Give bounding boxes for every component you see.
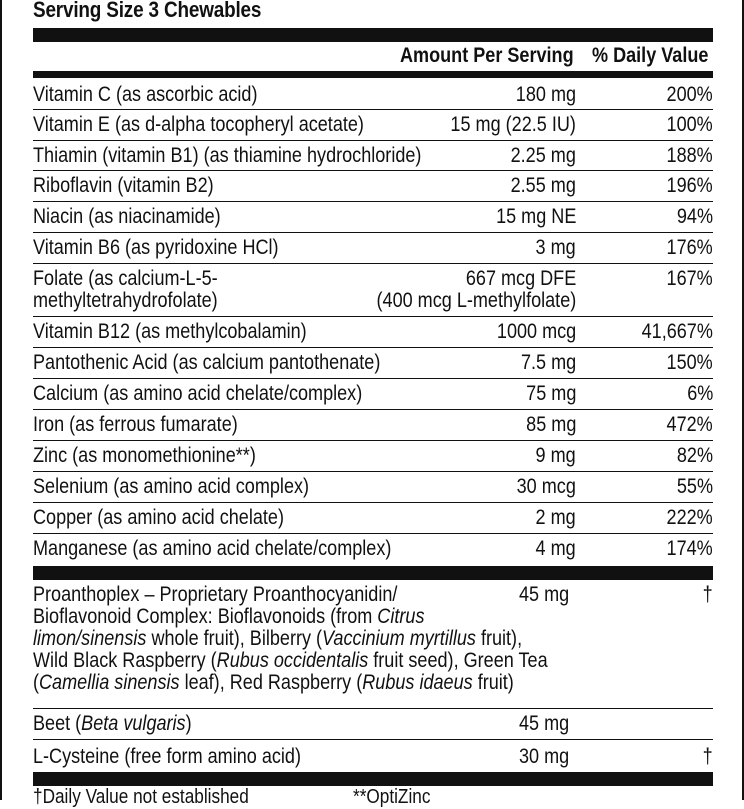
vitamins-end-thick-bar — [33, 566, 713, 580]
nutrient-dv: 82% — [676, 444, 713, 467]
serving-size: Serving Size 3 Chewables — [33, 0, 262, 22]
nutrient-name: Selenium (as amino acid complex) — [33, 475, 310, 498]
ingredient-amount: 45 mg — [519, 712, 570, 735]
nutrient-dv: 150% — [666, 351, 713, 374]
header-daily-value: % Daily Value — [592, 44, 709, 67]
ingredient-amount: 30 mg — [519, 745, 570, 768]
nutrient-name-line: methyltetrahydrofolate) — [33, 289, 218, 312]
row-divider — [33, 708, 713, 709]
text-segment: Wild Black Raspberry ( — [33, 649, 217, 672]
nutrient-dv: 200% — [666, 83, 713, 106]
latin-name: Rubus idaeus — [362, 671, 473, 694]
nutrient-name: Vitamin B12 (as methylcobalamin) — [33, 320, 307, 343]
nutrient-dv: 174% — [666, 537, 713, 560]
ingredient-line — [33, 672, 548, 694]
text-segment: fruit) — [472, 671, 514, 694]
nutrient-amount: 2.55 mg — [510, 174, 576, 197]
row-divider — [33, 378, 713, 379]
nutrient-amount: 7.5 mg — [520, 351, 576, 374]
nutrient-amount: 4 mg — [535, 537, 576, 560]
nutrient-name: Manganese (as amino acid chelate/complex) — [33, 537, 392, 560]
nutrient-amount-line: 667 mcg DFE — [465, 267, 576, 290]
ingredient-amount: 45 mg — [519, 583, 570, 606]
row-divider — [33, 739, 713, 740]
nutrient-name: Calcium (as amino acid chelate/complex) — [33, 382, 363, 405]
row-divider — [33, 502, 713, 503]
nutrient-dv: 94% — [676, 205, 713, 228]
nutrient-name-line: Folate (as calcium-L-5- — [33, 267, 218, 290]
row-divider — [33, 232, 713, 233]
row-divider — [33, 347, 713, 348]
nutrient-amount-line: (400 mcg L-methylfolate) — [376, 289, 576, 312]
footnote-optizinc: **OptiZinc — [353, 786, 431, 808]
nutrient-dv: 41,667% — [641, 320, 713, 343]
ingredient-name: L-Cysteine (free form amino acid) — [33, 745, 301, 768]
nutrient-name: Pantothenic Acid (as calcium pantothenate) — [33, 351, 381, 374]
row-divider — [33, 316, 713, 317]
latin-name: Beta vulgaris — [81, 712, 186, 735]
nutrient-name: Niacin (as niacinamide) — [33, 205, 221, 228]
nutrient-dv: 176% — [666, 236, 713, 259]
latin-name: Vaccinium myrtillus — [322, 627, 476, 650]
top-thick-bar — [33, 28, 713, 42]
nutrient-name: Thiamin (vitamin B1) (as thiamine hydrochloride) — [33, 144, 422, 167]
nutrient-dv: 472% — [666, 413, 713, 436]
nutrient-amount: 2.25 mg — [510, 144, 576, 167]
nutrient-name: Copper (as amino acid chelate) — [33, 506, 284, 529]
row-divider — [33, 201, 713, 202]
text-segment: leaf), Red Raspberry ( — [179, 671, 363, 694]
nutrient-amount: 15 mg (22.5 IU) — [450, 113, 576, 136]
ingredient-name — [33, 584, 548, 694]
header-amount-per-serving: Amount Per Serving — [400, 44, 574, 67]
nutrient-amount: 2 mg — [535, 506, 576, 529]
header-thick-bar — [33, 71, 713, 78]
panel-left-border — [0, 0, 2, 800]
row-divider — [33, 109, 713, 110]
nutrient-name: Iron (as ferrous fumarate) — [33, 413, 238, 436]
nutrient-amount: 15 mg NE — [495, 205, 576, 228]
row-divider — [33, 533, 713, 534]
nutrient-dv: 196% — [666, 174, 713, 197]
row-divider — [33, 263, 713, 264]
nutrient-name — [33, 268, 218, 312]
row-divider — [33, 471, 713, 472]
text-segment: Beet ( — [33, 712, 82, 735]
text-segment: whole fruit), Bilberry ( — [146, 627, 323, 650]
nutrient-name: Riboflavin (vitamin B2) — [33, 174, 214, 197]
nutrient-dv: 100% — [666, 113, 713, 136]
row-divider — [33, 409, 713, 410]
nutrient-dv: 222% — [666, 506, 713, 529]
text-segment: fruit seed), Green Tea — [368, 649, 548, 672]
nutrient-name: Vitamin B6 (as pyridoxine HCl) — [33, 236, 279, 259]
nutrient-dv: 188% — [666, 144, 713, 167]
ingredient-name — [33, 713, 192, 735]
latin-name: Rubus occidentalis — [216, 649, 369, 672]
ingredient-dv: † — [702, 583, 713, 606]
ingredient-line — [33, 606, 548, 628]
ingredient-line — [33, 584, 548, 606]
nutrient-amount — [376, 268, 576, 312]
ingredient-line — [33, 628, 548, 650]
ingredient-dv: † — [702, 745, 713, 768]
text-segment: fruit), — [475, 627, 523, 650]
nutrient-name: Zinc (as monomethionine**) — [33, 444, 256, 467]
nutrient-amount: 9 mg — [535, 444, 576, 467]
row-divider — [33, 140, 713, 141]
footnote-daily-value: †Daily Value not established — [33, 786, 249, 808]
latin-name: limon/sinensis — [33, 627, 147, 650]
latin-name: Citrus — [377, 605, 425, 628]
text-segment: Proanthoplex – Proprietary Proanthocyanidin/ — [33, 583, 398, 606]
nutrient-amount: 180 mg — [515, 83, 576, 106]
nutrient-amount: 75 mg — [525, 382, 576, 405]
nutrient-dv: 6% — [686, 382, 713, 405]
text-segment: ) — [185, 712, 192, 735]
nutrient-name: Vitamin E (as d-alpha tocopheryl acetate) — [33, 113, 364, 136]
nutrient-amount: 1000 mcg — [496, 320, 576, 343]
bottom-thick-bar — [33, 772, 713, 786]
text-segment: Bioflavonoid Complex: Bioflavonoids (from — [33, 605, 378, 628]
nutrient-amount: 30 mcg — [516, 475, 576, 498]
row-divider — [33, 440, 713, 441]
nutrient-amount: 85 mg — [525, 413, 576, 436]
nutrient-dv: 167% — [666, 267, 713, 290]
row-divider — [33, 170, 713, 171]
nutrient-dv: 55% — [676, 475, 713, 498]
text-segment: ( — [33, 671, 40, 694]
nutrient-amount: 3 mg — [535, 236, 576, 259]
nutrient-name: Vitamin C (as ascorbic acid) — [33, 83, 258, 106]
ingredient-line — [33, 650, 548, 672]
latin-name: Camellia sinensis — [39, 671, 180, 694]
